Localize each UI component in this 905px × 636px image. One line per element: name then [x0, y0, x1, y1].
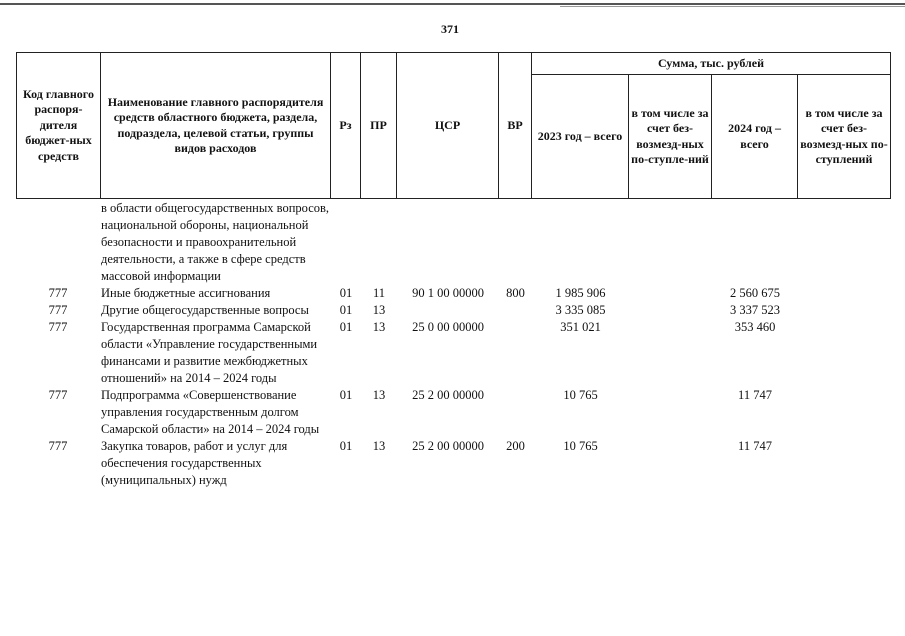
row-code: 777 [48, 388, 68, 402]
header-2024-free: в том числе за счет без-возмезд-ных по-ступлений [798, 75, 891, 199]
row-code: 777 [48, 303, 68, 317]
row-pr: 11 [372, 286, 386, 300]
header-2023-free: в том числе за счет без-возмезд-ных по-ступле-ний [629, 75, 712, 199]
row-pr: 13 [372, 303, 386, 317]
row-pr: 13 [372, 320, 386, 334]
row-pr: 13 [372, 388, 386, 402]
row-code: 777 [48, 286, 68, 300]
header-sum: Сумма, тыс. рублей [532, 53, 891, 75]
row-name: в области общегосударственных вопросов, национальной обороны, национальной безопасности и правоохранительной деятельности, а также в сфере средств массовой информации [101, 201, 330, 283]
header-name: Наименование главного распорядителя средств областного бюджета, раздела, подраздела, целевой статьи, группы видов расходов [101, 53, 331, 199]
row-csr: 25 2 00 00000 [412, 439, 484, 453]
row-rz: 01 [339, 439, 353, 453]
table-row [16, 285, 892, 302]
row-vr: 800 [506, 286, 525, 300]
header-pr: ПР [361, 53, 397, 199]
row-name: Другие общегосударственные вопросы [101, 303, 309, 317]
row-name: Подпрограмма «Совершенствование управления государственным долгом Самарской области» на 2014 – 2024 годы [101, 388, 320, 436]
header-vr: ВР [499, 53, 532, 199]
row-name: Закупка товаров, работ и услуг для обеспечения государственных (муниципальных) нужд [101, 439, 288, 487]
header-csr: ЦСР [397, 53, 499, 199]
header-2023-total: 2023 год – всего [532, 75, 629, 199]
row-sum-2023: 3 335 085 [555, 303, 606, 317]
row-sum-2024: 3 337 523 [730, 303, 780, 317]
table-row [16, 438, 892, 489]
table-row [16, 319, 892, 387]
header-2024-total: 2024 год – всего [712, 75, 798, 199]
row-name: Государственная программа Самарской области «Управление государственными финансами и развитие межбюджетных отношений» на 2014 – 2024 годы [101, 320, 318, 385]
row-sum-2023: 10 765 [563, 439, 598, 453]
table-header [16, 52, 891, 199]
row-pr: 13 [372, 439, 386, 453]
row-csr: 25 0 00 00000 [412, 320, 484, 334]
row-rz: 01 [339, 388, 353, 402]
row-sum-2024: 353 460 [734, 320, 776, 334]
table-row [16, 302, 892, 319]
page-number: 371 [441, 22, 459, 36]
row-sum-2023: 1 985 906 [555, 286, 606, 300]
row-name: Иные бюджетные ассигнования [101, 286, 271, 300]
row-csr: 90 1 00 00000 [412, 286, 484, 300]
row-sum-2024: 11 747 [738, 439, 772, 453]
row-sum-2023: 351 021 [560, 320, 601, 334]
row-rz: 01 [339, 303, 353, 317]
row-csr: 25 2 00 00000 [412, 388, 484, 402]
row-rz: 01 [339, 286, 353, 300]
row-sum-2023: 10 765 [563, 388, 598, 402]
table-row [16, 387, 892, 438]
table-row [16, 200, 892, 285]
row-vr: 200 [506, 439, 525, 453]
row-rz: 01 [339, 320, 353, 334]
row-sum-2024: 11 747 [738, 388, 772, 402]
row-code: 777 [48, 439, 68, 453]
top-rule-secondary [560, 6, 905, 7]
top-rule [0, 3, 905, 5]
header-code: Код главного распоря-дителя бюджет-ных средств [17, 53, 101, 199]
header-rz: Рз [331, 53, 361, 199]
table-body [16, 200, 892, 489]
row-sum-2024: 2 560 675 [730, 286, 780, 300]
row-code: 777 [48, 320, 68, 334]
